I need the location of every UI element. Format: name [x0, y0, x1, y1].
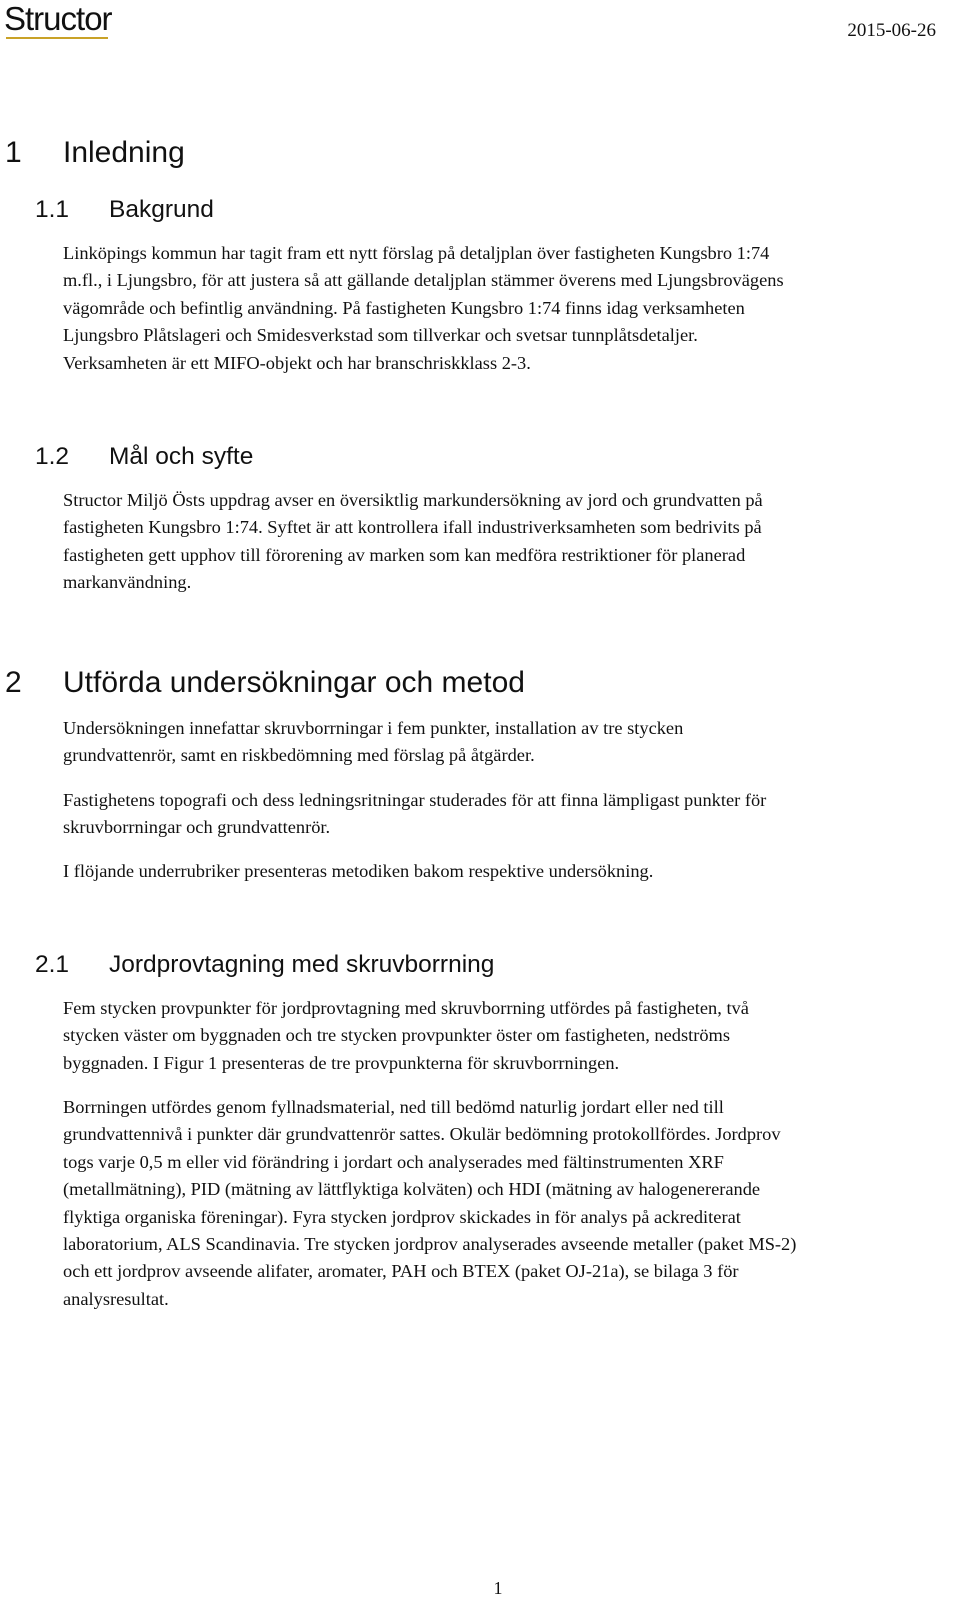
- text-line: Structor Miljö Östs uppdrag avser en översiktlig markundersökning av jord och grundvatten på: [63, 490, 763, 510]
- heading-section-1-1: [35, 196, 214, 224]
- structor-logo: [4, 0, 112, 44]
- heading-number: 1.2: [35, 443, 70, 470]
- paragraph-undersokningar-1: [63, 715, 943, 770]
- heading-number: 1: [5, 136, 22, 169]
- heading-title: Utförda undersökningar och metod: [63, 666, 525, 699]
- paragraph-mal-och-syfte: [63, 487, 943, 597]
- heading-number: 2.1: [35, 951, 70, 978]
- text-line: laboratorium, ALS Scandinavia. Tre stycken jordprov analyserades avseende metaller (paket MS-2): [63, 1234, 797, 1255]
- text-line: I flöjande underrubriker presenteras metodiken bakom respektive undersökning.: [63, 861, 654, 881]
- text-line: Borrningen utfördes genom fyllnadsmaterial, ned till bedömd naturlig jordart eller ned till: [63, 1097, 724, 1117]
- text-line: Verksamheten är ett MIFO-objekt och har branschriskklass 2-3.: [63, 352, 531, 373]
- text-line: fastigheten Kungsbro 1:74. Syftet är att kontrollera ifall industriverksamheten som bedrivits på: [63, 517, 762, 538]
- text-line: Fastighetens topografi och dess ledningsritningar studerades för att finna lämpligast punkter för: [63, 790, 767, 810]
- heading-section-2-1: [35, 951, 494, 979]
- heading-title: Bakgrund: [109, 196, 214, 223]
- text-line: togs varje 0,5 m eller vid förändring i jordart och analyserades med fältinstrumenten XRF: [63, 1151, 724, 1172]
- text-line: Fem stycken provpunkter för jordprovtagning med skruvborrning utfördes på fastigheten, två: [63, 998, 749, 1018]
- text-line: byggnaden. I Figur 1 presenteras de tre provpunkterna för skruvborrningen.: [63, 1052, 620, 1073]
- text-line: markanvändning.: [63, 572, 192, 593]
- text-line: grundvattennivå i punkter där grundvattenrör sattes. Okulär bedömning protokollfördes. Jordprov: [63, 1124, 781, 1145]
- text-line: stycken väster om byggnaden och tre stycken provpunkter öster om fastigheten, nedströms: [63, 1025, 731, 1046]
- paragraph-undersokningar-3: [63, 858, 943, 885]
- text-line: m.fl., i Ljungsbro, för att justera så att gällande detaljplan stämmer överens med Ljungsbrovägens: [63, 270, 784, 291]
- heading-section-2: [5, 666, 525, 700]
- document-date: 2015-06-26: [847, 20, 936, 41]
- heading-number: 2: [5, 666, 22, 699]
- text-line: grundvattenrör, samt en riskbedömning med förslag på åtgärder.: [63, 745, 535, 766]
- text-line: (metallmätning), PID (mätning av lättflyktiga kolväten) och HDI (mätning av halogenererande: [63, 1179, 761, 1200]
- heading-section-1-2: [35, 443, 253, 471]
- text-line: Undersökningen innefattar skruvborrningar i fem punkter, installation av tre stycken: [63, 718, 684, 738]
- text-line: flyktiga organiska föreningar). Fyra stycken jordprov skickades in för analys på ackrediterat: [63, 1206, 741, 1227]
- text-line: skruvborrningar och grundvattenrör.: [63, 817, 331, 838]
- paragraph-bakgrund: [63, 240, 943, 377]
- text-line: och ett jordprov avseende alifater, aromater, PAH och BTEX (paket OJ-21a), se bilaga 3 för: [63, 1261, 739, 1282]
- paragraph-jordprovtagning-1: [63, 995, 943, 1077]
- heading-title: Inledning: [63, 136, 185, 169]
- page-number: 1: [493, 1578, 503, 1598]
- logo-underline: [6, 37, 108, 39]
- logo-text: Structor: [4, 0, 112, 37]
- text-line: Linköpings kommun har tagit fram ett nytt förslag på detaljplan över fastigheten Kungsbro 1:74: [63, 243, 770, 263]
- paragraph-undersokningar-2: [63, 787, 943, 842]
- text-line: analysresultat.: [63, 1288, 169, 1309]
- heading-title: Mål och syfte: [109, 443, 254, 470]
- paragraph-jordprovtagning-2: [63, 1094, 943, 1313]
- text-line: Ljungsbro Plåtslageri och Smidesverkstad som tillverkar och svetsar tunnplåtsdetaljer.: [63, 325, 698, 346]
- heading-section-1: [5, 136, 185, 170]
- text-line: vägområde och befintlig användning. På fastigheten Kungsbro 1:74 finns idag verksamheten: [63, 297, 745, 318]
- heading-title: Jordprovtagning med skruvborrning: [109, 951, 495, 978]
- text-line: fastigheten gett upphov till förorening av marken som kan medföra restriktioner för planerad: [63, 544, 746, 565]
- heading-number: 1.1: [35, 196, 70, 223]
